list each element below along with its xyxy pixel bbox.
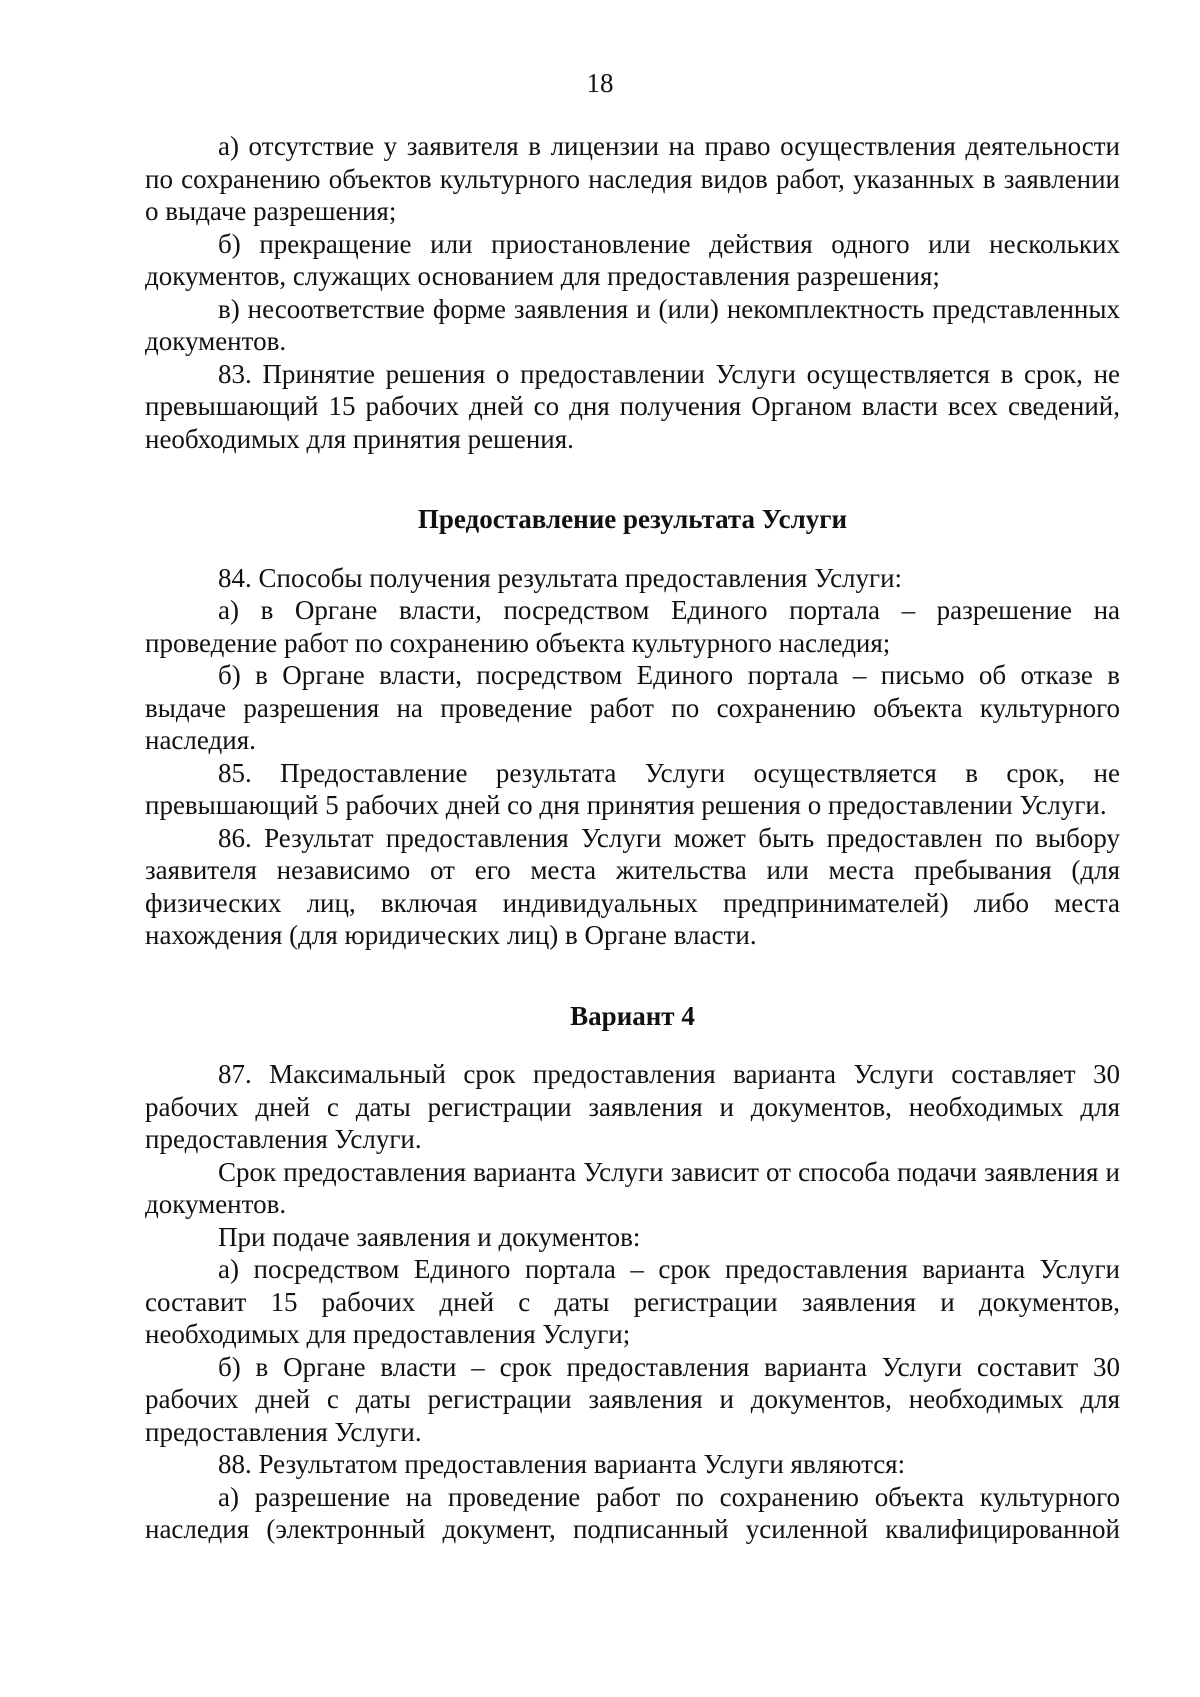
paragraph-84: 84. Способы получения результата предоставления Услуги: (218, 562, 903, 593)
section-heading-result: Предоставление результата Услуги (417, 504, 848, 534)
page-number: 18 (586, 68, 614, 98)
paragraph-term-depends: Срок предоставления варианта Услуги зависит от способа подачи заявления и документов. (145, 1156, 1120, 1219)
paragraph-on-submission: При подаче заявления и документов: (218, 1221, 641, 1252)
paragraph-v-nonconformity: в) несоответствие форме заявления и (или) некомплектность представленных документов. (145, 293, 1120, 356)
paragraph-submission-a: а) посредством Единого портала – срок предоставления варианта Услуги составит 15 рабочих дней с даты регистрации заявления и документов, необходимых для предоставления Услуги; (145, 1254, 1120, 1349)
paragraph-b-termination: б) прекращение или приостановление действия одного или нескольких документов, служащих основанием для предоставления разрешения; (145, 228, 1120, 291)
paragraph-a-no-license: а) отсутствие у заявителя в лицензии на право осуществления деятельности по сохранению объектов культурного наследия видов работ, указанных в заявлении о выдаче разрешения; (145, 131, 1120, 226)
paragraph-87: 87. Максимальный срок предоставления варианта Услуги составляет 30 рабочих дней с даты регистрации заявления и документов, необходимых для предоставления Услуги. (145, 1059, 1120, 1154)
section-heading-variant-4: Вариант 4 (570, 1000, 695, 1031)
paragraph-83: 83. Принятие решения о предоставлении Услуги осуществляется в срок, не превышающий 15 рабочих дней со дня получения Органом власти всех сведений, необходимых для принятия решения. (145, 358, 1120, 454)
paragraph-84-a: а) в Органе власти, посредством Единого портала – разрешение на проведение работ по сохранению объекта культурного наследия; (145, 595, 1120, 658)
paragraph-submission-b: б) в Органе власти – срок предоставления варианта Услуги составит 30 рабочих дней с даты регистрации заявления и документов, необходимых для предоставления Услуги. (145, 1351, 1120, 1447)
paragraph-88-a: а) разрешение на проведение работ по сохранению объекта культурного наследия (электронный документ, подписанный усиленной квалифицированной (145, 1481, 1120, 1544)
paragraph-86: 86. Результат предоставления Услуги может быть предоставлен по выбору заявителя независимо от его места жительства или места пребывания (для физических лиц, включая индивидуальных предпринимателей) либо места нахождения (для юридических лиц) в Органе власти. (145, 822, 1120, 950)
paragraph-84-b: б) в Органе власти, посредством Единого портала – письмо об отказе в выдаче разрешения на проведение работ по сохранению объекта культурного наследия. (145, 660, 1120, 755)
paragraph-88: 88. Результатом предоставления варианта Услуги являются: (218, 1449, 906, 1479)
document-body (145, 130, 1120, 1546)
paragraph-85: 85. Предоставление результата Услуги осуществляется в срок, не превышающий 5 рабочих дней со дня принятия решения о предоставлении Услуги. (145, 757, 1120, 820)
